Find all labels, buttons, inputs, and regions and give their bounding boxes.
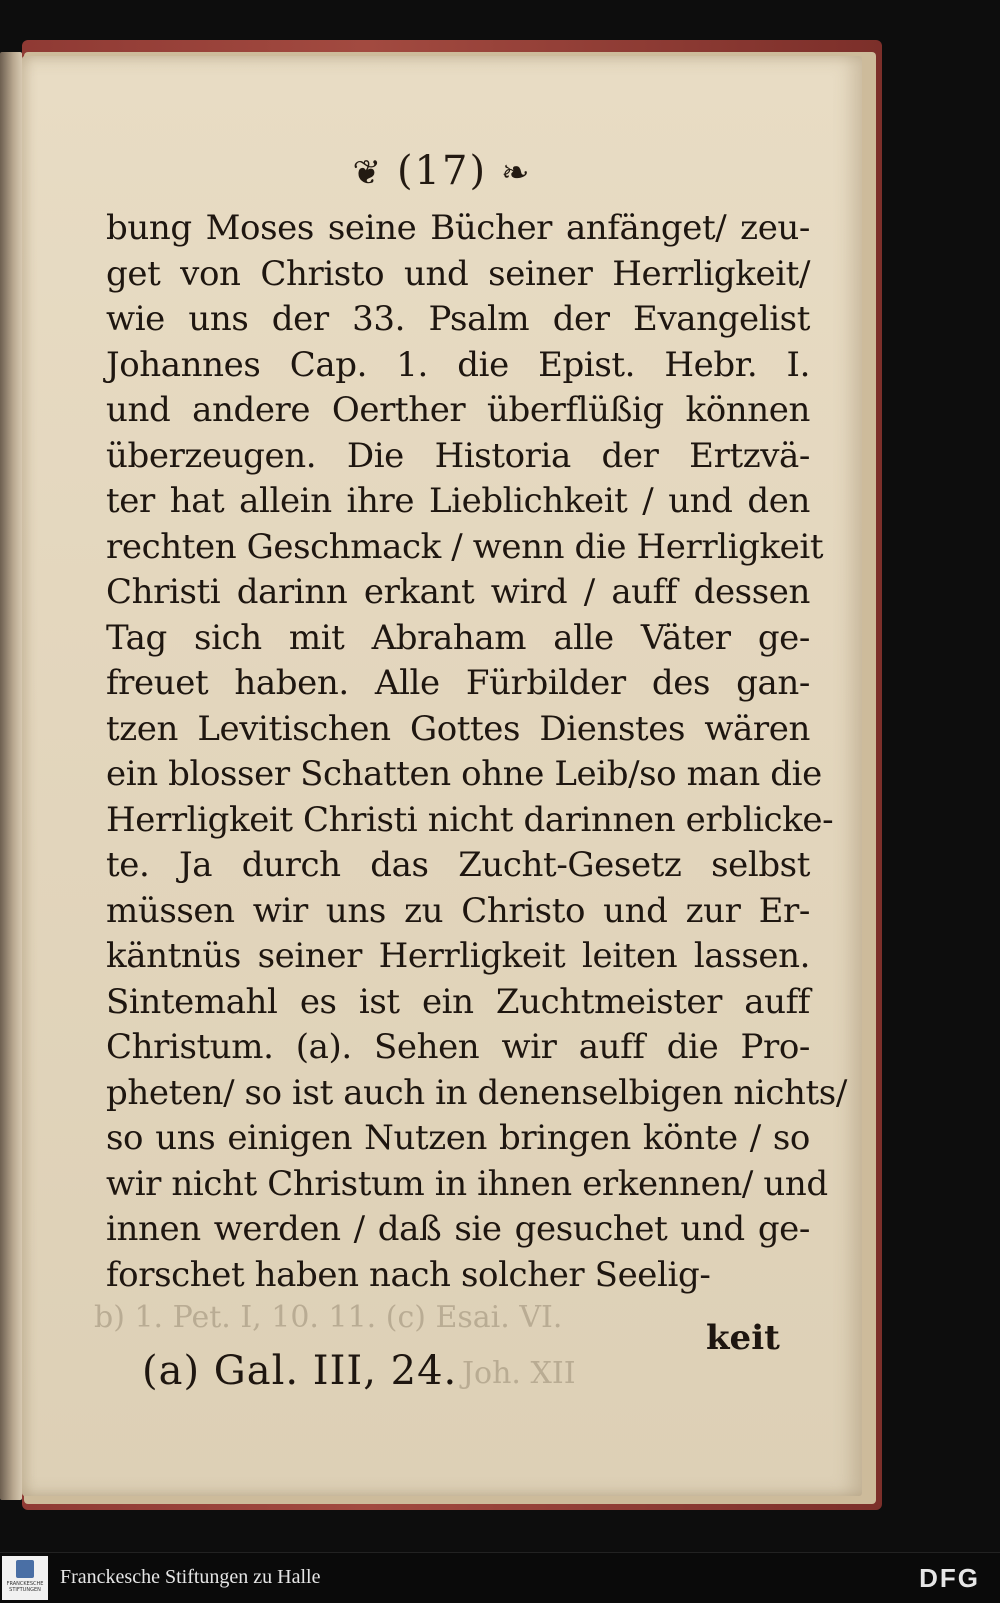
text-line: Christi darinn erkant wird / auff dessen	[106, 572, 810, 612]
text-line: tzen Levitischen Gottes Dienstes wären	[106, 708, 810, 749]
text-line: und andere Oerther überflüßig können	[106, 390, 810, 430]
text-line: te. Ja durch das Zucht-Gesetz selbst	[106, 845, 810, 885]
text-line: forschet haben nach solcher Seelig-	[106, 1254, 711, 1295]
institution-logo[interactable]	[2, 1556, 48, 1600]
dfg-logo[interactable]: DFG	[919, 1563, 980, 1593]
viewer-footer	[0, 1552, 1000, 1603]
body-text	[106, 206, 847, 1298]
text-line: rechten Geschmack / wenn die Herrligkeit	[106, 526, 824, 567]
text-line: innen werden / daß sie gesuchet und ge-	[106, 1209, 810, 1249]
text-line: Tag sich mit Abraham alle Väter ge-	[106, 617, 810, 658]
bleed-through-text: b) 1. Pet. I, 10. 11. (c) Esai. VI.	[94, 1300, 563, 1335]
text-line: get von Christo und seiner Herrligkeit/	[106, 253, 810, 294]
text-line: Johannes Cap. 1. die Epist. Hebr. I.	[106, 344, 810, 385]
text-line: so uns einigen Nutzen bringen könte / so	[106, 1118, 810, 1158]
left-page-edge	[0, 52, 22, 1500]
page-number: (17)	[396, 148, 488, 194]
footnote: (a) Gal. III, 24.	[142, 1348, 458, 1394]
text-line: ein blosser Schatten ohne Leib/so man die	[106, 754, 822, 794]
text-line: ter hat allein ihre Lieblichkeit / und den	[106, 481, 810, 521]
text-line: freuet haben. Alle Fürbilder des gan-	[106, 663, 810, 703]
text-line: Sintemahl es ist ein Zuchtmeister auff	[106, 981, 810, 1022]
text-line: wie uns der 33. Psalm der Evangelist	[106, 299, 810, 339]
institution-name[interactable]: Franckesche Stiftungen zu Halle	[60, 1566, 321, 1588]
text-line: müssen wir uns zu Christo und zur Er-	[106, 890, 810, 931]
text-line: Christum. (a). Sehen wir auff die Pro-	[106, 1027, 810, 1067]
text-line: wir nicht Christum in ihnen erkennen/ und	[106, 1163, 828, 1204]
text-line: überzeugen. Die Historia der Ertzvä-	[106, 435, 810, 476]
logo-text: FRANCKESCHE STIFTUNGEN	[6, 1581, 44, 1593]
bleed-through-text: Joh. XII	[462, 1356, 576, 1391]
text-line: pheten/ so ist auch in denenselbigen nichts/	[106, 1072, 847, 1113]
catchword: keit	[706, 1318, 780, 1358]
text-line: käntnüs seiner Herrligkeit leiten lassen.	[106, 936, 810, 976]
book-page	[22, 56, 862, 1496]
crest-icon	[16, 1560, 34, 1578]
ornament-right-icon: ❧	[501, 153, 532, 193]
page-header	[22, 148, 862, 194]
text-line: Herrligkeit Christi nicht darinnen erblicke-	[106, 799, 834, 840]
text-line: bung Moses seine Bücher anfänget/ zeu-	[106, 208, 810, 248]
ornament-left-icon: ❦	[352, 153, 383, 193]
